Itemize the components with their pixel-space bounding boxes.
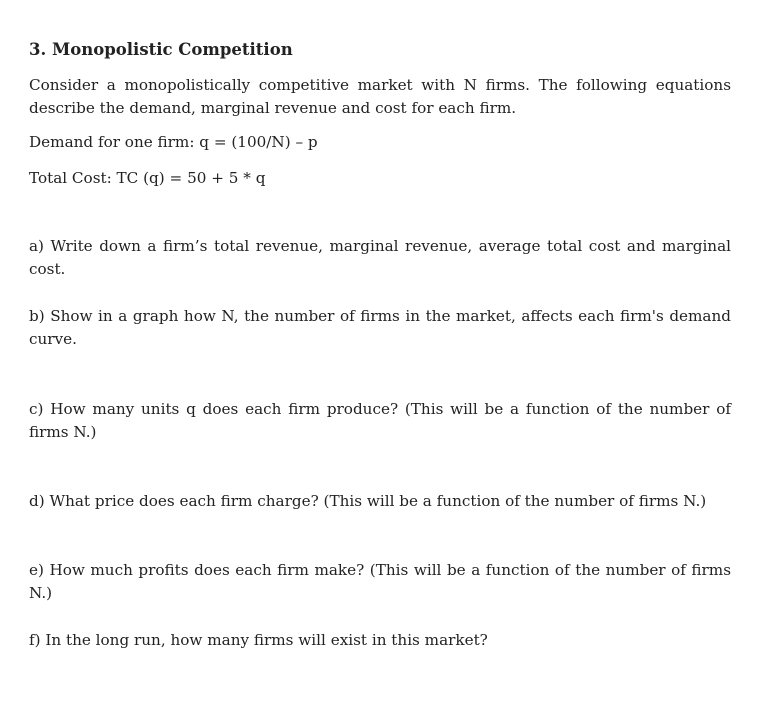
section-heading: 3. Monopolistic Competition <box>29 40 293 59</box>
question-e: e) How much profits does each firm make? (This will be a function of the number of firms N.) <box>29 561 731 602</box>
question-b: b) Show in a graph how N, the number of firms in the market, affects each firm's demand curve. <box>29 307 731 348</box>
question-a: a) Write down a firm’s total revenue, marginal revenue, average total cost and marginal cost. <box>29 237 731 278</box>
question-c: c) How many units q does each firm produce? (This will be a function of the number of firms N.) <box>29 400 731 441</box>
intro-paragraph: Consider a monopolistically competitive market with N firms. The following equations describe the demand, marginal revenue and cost for each firm. <box>29 76 731 117</box>
question-f: f) In the long run, how many firms will exist in this market? <box>29 631 488 649</box>
question-d: d) What price does each firm charge? (This will be a function of the number of firms N.) <box>29 492 707 510</box>
demand-equation: Demand for one firm: q = (100/N) – p <box>29 133 318 151</box>
cost-equation: Total Cost: TC (q) = 50 + 5 * q <box>29 169 266 187</box>
